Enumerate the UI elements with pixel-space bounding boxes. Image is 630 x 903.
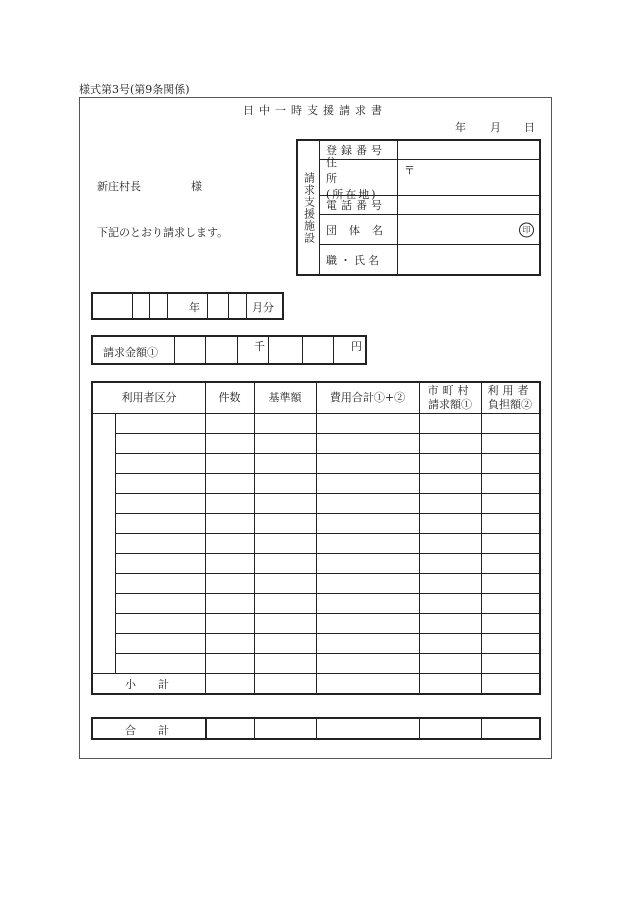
phone-number-label: 電話番号	[320, 196, 398, 214]
representative-field[interactable]	[404, 247, 534, 271]
header-total-cost: 費用合計①+②	[329, 391, 406, 404]
header-count: 件数	[218, 391, 241, 404]
thousand-unit-label: 千	[254, 340, 265, 353]
row-divider	[115, 533, 539, 534]
facility-box	[296, 139, 541, 276]
total-row	[91, 717, 541, 740]
address-field[interactable]: 〒	[404, 164, 415, 177]
yen-unit-label: 円	[351, 340, 362, 353]
billing-period-box	[91, 292, 284, 320]
facility-row-organization	[320, 215, 539, 245]
addressee: 新庄村長	[97, 180, 141, 193]
date-year-label: 年	[455, 121, 466, 134]
honorific: 様	[191, 180, 202, 193]
row-divider	[115, 573, 539, 574]
intro-text: 下記のとおり請求します。	[97, 226, 229, 239]
date-month-label: 月	[490, 121, 501, 134]
row-divider	[115, 613, 539, 614]
header-standard-amount: 基準額	[268, 391, 302, 404]
column-divider	[254, 383, 255, 693]
address-label	[320, 155, 398, 201]
registration-number-field[interactable]	[404, 143, 534, 157]
organization-name-label: 団体名	[320, 215, 398, 244]
facility-row-address	[320, 155, 539, 201]
address-label-main: 住所	[326, 155, 371, 185]
row-divider	[115, 473, 539, 474]
phone-number-field[interactable]	[404, 198, 534, 212]
billing-amount-label: 請求金額①	[103, 346, 158, 359]
registration-number-label: 登録番号	[320, 141, 398, 159]
address-label-sub: (所在地)	[326, 187, 378, 201]
period-year-label: 年	[189, 301, 200, 314]
row-divider	[115, 633, 539, 634]
organization-name-field[interactable]	[404, 217, 514, 241]
column-divider	[316, 383, 317, 693]
billing-amount-box	[91, 335, 367, 365]
header-user-category: 利用者区分	[121, 391, 177, 404]
row-divider	[115, 493, 539, 494]
header-municipal-claim: 市町村 請求額①	[427, 384, 473, 411]
subtotal-label: 小 計	[125, 678, 169, 691]
usage-table	[91, 381, 541, 695]
date-day-label: 日	[524, 121, 535, 134]
row-divider	[115, 513, 539, 514]
column-divider	[205, 383, 206, 693]
row-divider	[115, 433, 539, 434]
facility-row-phone	[320, 196, 539, 215]
total-label: 合 計	[125, 724, 169, 737]
facility-row-representative	[320, 245, 539, 274]
row-divider	[115, 453, 539, 454]
column-divider	[481, 383, 482, 693]
form-number-label: 様式第3号(第9条関係)	[79, 83, 190, 96]
document-title: 日中一時支援請求書	[243, 104, 387, 117]
row-divider	[115, 593, 539, 594]
facility-vertical-label: 請求支援施設	[298, 141, 320, 274]
header-user-burden: 利用者 負担額②	[487, 384, 533, 411]
period-month-label: 月分	[252, 301, 274, 314]
seal-icon: 印	[519, 222, 534, 237]
row-divider	[115, 653, 539, 654]
row-divider	[115, 553, 539, 554]
category-sub-divider	[115, 413, 116, 673]
column-divider	[419, 383, 420, 693]
representative-label: 職・氏名	[320, 245, 398, 274]
